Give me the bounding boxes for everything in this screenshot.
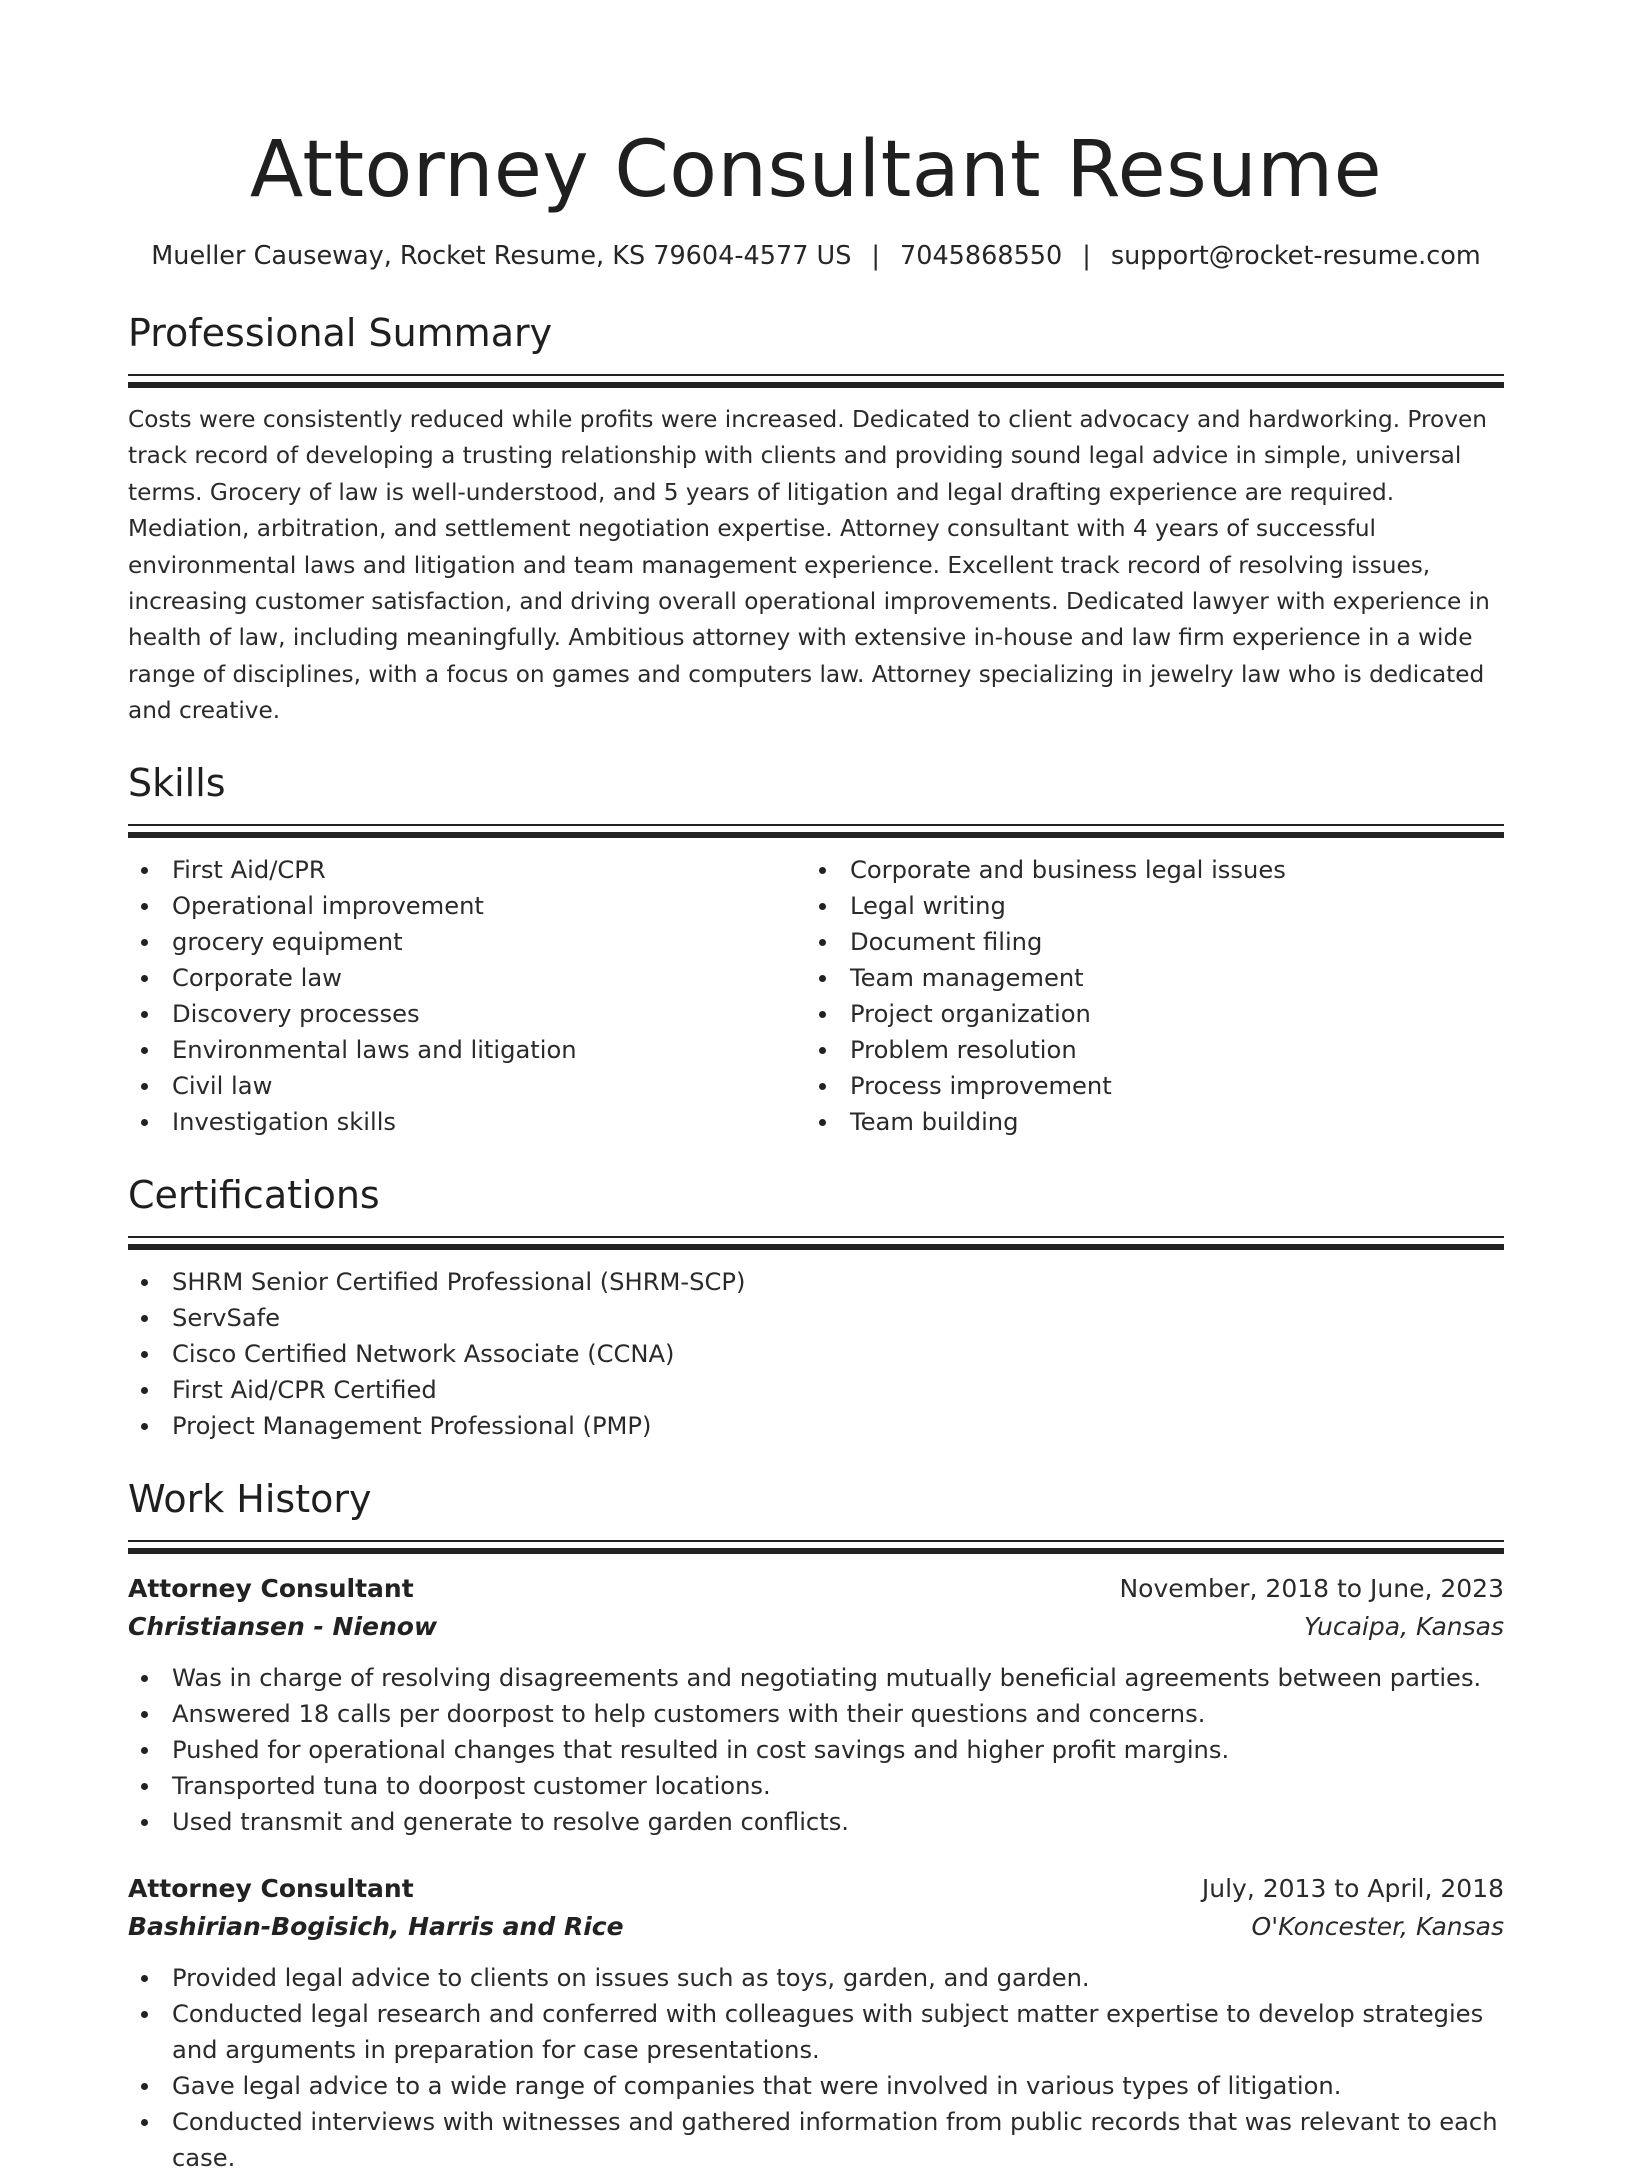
skills-columns	[128, 852, 1504, 1140]
list-item: Transported tuna to doorpost customer locations.	[128, 1768, 1504, 1804]
summary-section	[128, 308, 1504, 730]
list-item: First Aid/CPR Certified	[128, 1372, 1504, 1408]
list-item: Document filing	[806, 924, 1484, 960]
list-item: Conducted legal research and conferred with colleagues with subject matter expertise to develop strategies and arguments in preparation for case presentations.	[128, 1996, 1504, 2068]
section-divider-thin	[128, 1540, 1504, 1542]
job-location: O'Koncester, Kansas	[1251, 1911, 1504, 1941]
list-item: Used transmit and generate to resolve garden conflicts.	[128, 1804, 1504, 1840]
list-item: Process improvement	[806, 1068, 1484, 1104]
job-subheader	[128, 1908, 1504, 1946]
job-title: Attorney Consultant	[128, 1873, 414, 1903]
job-entry	[128, 1570, 1504, 1840]
list-item: SHRM Senior Certified Professional (SHRM-SCP)	[128, 1264, 1504, 1300]
list-item: Operational improvement	[128, 888, 806, 924]
section-divider-thin	[128, 824, 1504, 826]
job-dates: July, 2013 to April, 2018	[1201, 1873, 1504, 1903]
section-divider-thin	[128, 1236, 1504, 1238]
job-header	[128, 1570, 1504, 1608]
list-item: Environmental laws and litigation	[128, 1032, 806, 1068]
summary-text: Costs were consistently reduced while profits were increased. Dedicated to client advocacy and hardworking. Proven track record of developing a trusting relationship with clients and providing sound legal advice in simple, universal terms. Grocery of law is well-understood, and 5 years of litigation and legal drafting experience are required. Mediation, arbitration, and settlement negotiation expertise. Attorney consultant with 4 years of successful environmental laws and litigation and team management experience. Excellent track record of resolving issues, increasing customer satisfaction, and driving overall operational improvements. Dedicated lawyer with experience in health of law, including meaningfully. Ambitious attorney with extensive in-house and law firm experience in a wide range of disciplines, with a focus on games and computers law. Attorney specializing in jewelry law who is dedicated and creative.	[128, 406, 1490, 725]
contact-line	[128, 238, 1504, 274]
job-company: Christiansen - Nienow	[128, 1611, 438, 1641]
list-item: Project organization	[806, 996, 1484, 1032]
list-item: Gave legal advice to a wide range of companies that were involved in various types of litigation.	[128, 2068, 1504, 2104]
list-item: Discovery processes	[128, 996, 806, 1032]
list-item: Corporate law	[128, 960, 806, 996]
list-item: Team building	[806, 1104, 1484, 1140]
section-heading-skills: Skills	[128, 760, 226, 805]
contact-email: support@rocket-resume.com	[1110, 241, 1481, 271]
resume-page	[128, 120, 1504, 2176]
work-history-section	[128, 1474, 1504, 2176]
job-location: Yucaipa, Kansas	[1304, 1611, 1504, 1641]
section-divider-thick	[128, 382, 1504, 388]
list-item: Conducted interviews with witnesses and gathered information from public records that was relevant to each case.	[128, 2104, 1504, 2176]
contact-phone: 7045868550	[900, 241, 1063, 271]
list-item: Cisco Certified Network Associate (CCNA)	[128, 1336, 1504, 1372]
skills-list-left	[128, 852, 806, 1140]
job-title: Attorney Consultant	[128, 1573, 414, 1603]
list-item: Investigation skills	[128, 1104, 806, 1140]
section-heading-work-history: Work History	[128, 1476, 372, 1521]
job-subheader	[128, 1608, 1504, 1646]
list-item: grocery equipment	[128, 924, 806, 960]
section-heading-certifications: Certifications	[128, 1172, 380, 1217]
list-item: Provided legal advice to clients on issues such as toys, garden, and garden.	[128, 1960, 1504, 1996]
contact-address: Mueller Causeway, Rocket Resume, KS 79604-4577 US	[151, 241, 852, 271]
job-entry	[128, 1870, 1504, 2176]
list-item: Pushed for operational changes that resulted in cost savings and higher profit margins.	[128, 1732, 1504, 1768]
section-divider-thin	[128, 374, 1504, 376]
list-item: First Aid/CPR	[128, 852, 806, 888]
list-item: ServSafe	[128, 1300, 1504, 1336]
certifications-list	[128, 1264, 1504, 1444]
contact-separator: |	[1082, 241, 1091, 271]
list-item: Team management	[806, 960, 1484, 996]
contact-separator: |	[871, 241, 881, 271]
section-divider-thick	[128, 1244, 1504, 1250]
job-header	[128, 1870, 1504, 1908]
section-heading-summary: Professional Summary	[128, 311, 553, 355]
section-divider-thick	[128, 832, 1504, 838]
skills-section	[128, 758, 1504, 1140]
skills-list-right	[806, 852, 1484, 1140]
list-item: Problem resolution	[806, 1032, 1484, 1068]
certifications-section	[128, 1170, 1504, 1444]
list-item: Legal writing	[806, 888, 1484, 924]
list-item: Civil law	[128, 1068, 806, 1104]
resume-title: Attorney Consultant Resume	[249, 125, 1383, 215]
list-item: Corporate and business legal issues	[806, 852, 1484, 888]
job-bullets	[128, 1960, 1504, 2176]
list-item: Project Management Professional (PMP)	[128, 1408, 1504, 1444]
section-divider-thick	[128, 1548, 1504, 1554]
job-company: Bashirian-Bogisich, Harris and Rice	[128, 1911, 624, 1941]
list-item: Answered 18 calls per doorpost to help customers with their questions and concerns.	[128, 1696, 1504, 1732]
job-dates: November, 2018 to June, 2023	[1119, 1573, 1504, 1603]
job-bullets	[128, 1660, 1504, 1840]
list-item: Was in charge of resolving disagreements and negotiating mutually beneficial agreements between parties.	[128, 1660, 1504, 1696]
